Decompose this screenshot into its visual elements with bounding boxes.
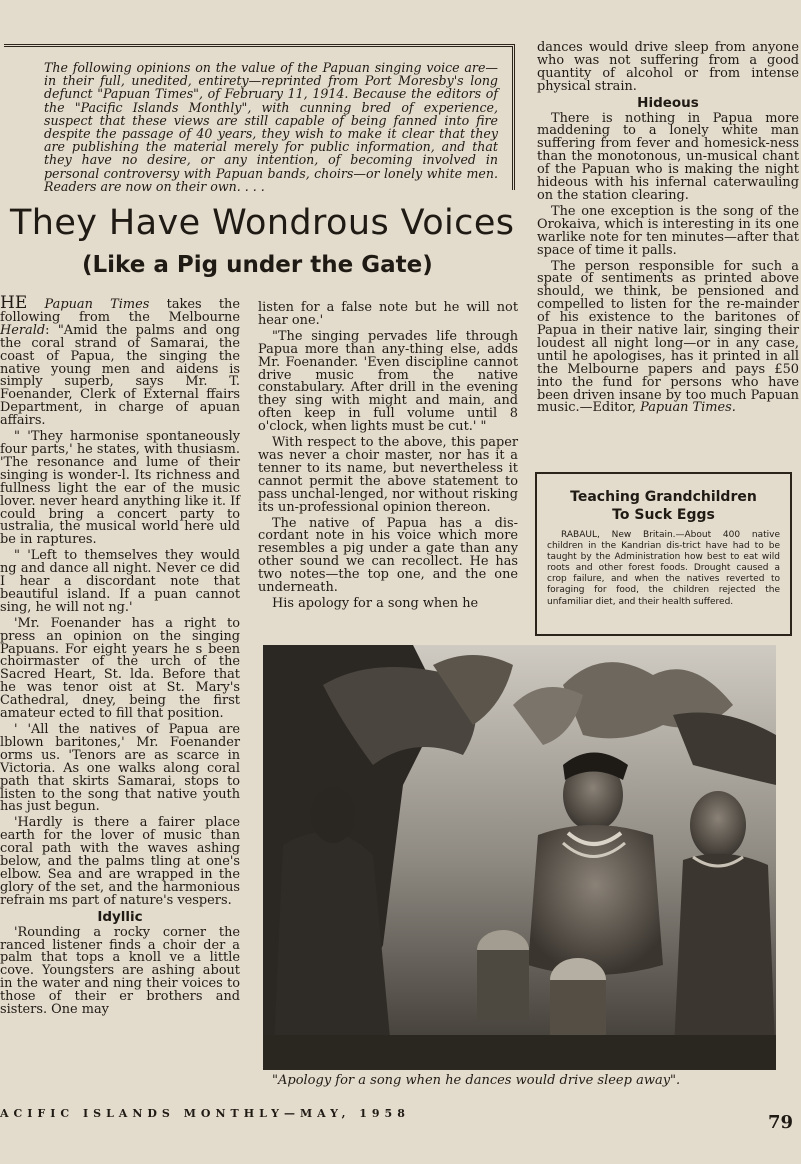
publication-name: Papuan Times xyxy=(44,297,150,312)
col1-paragraph-7: 'Rounding a rocky corner the ranced listener finds a choir der a palm that tops a knoll ve a little cove. Youngsters are ashing about in the water and ning their voices to those of their er brothers and sisters. One may xyxy=(0,924,240,1018)
article-column-1 xyxy=(0,293,240,1020)
col2-paragraph-1: listen for a false note but he will not hear one.' xyxy=(258,300,518,328)
col2-paragraph-4: The native of Papua has a dis-cordant note in his voice which more resembles a pig under a gate than any other sound we can recollect. He has two notes—the top one, and the one underneath. xyxy=(258,515,518,596)
col1-p1-tail: : "Amid the palms and ong the coral strand of Samarai, the coast of Papua, the singing the native young men and aidens is simply superb, says Mr. T. Foenander, Clerk of External ffairs Department, in charge of apuan affairs. xyxy=(0,322,240,429)
col3-paragraph-2: There is nothing in Papua more maddening to a lonely white man suffering from fever and homesick-ness than the monotonous, un-musical chant of the Papuan who is making the night hideous with his infernal caterwauling on the station clearing. xyxy=(537,110,799,203)
page-footer: ACIFIC ISLANDS MONTHLY—MAY, 1958 xyxy=(0,1107,410,1120)
photo-caption: "Apology for a song when he dances would drive sleep away". xyxy=(272,1073,681,1088)
col1-paragraph-1 xyxy=(0,293,240,429)
publication-name-herald: Herald xyxy=(0,322,46,338)
section-heading-hideous: Hideous xyxy=(637,94,699,111)
article-subheadline: (Like a Pig under the Gate) xyxy=(82,252,433,278)
col3-paragraph-1: dances would drive sleep from anyone who was not suffering from a good quantity of alcohol or from intense physical strain. xyxy=(537,40,799,94)
dropcap-fragment: HE xyxy=(0,293,28,313)
col3-paragraph-4 xyxy=(537,258,799,416)
col3-paragraph-3: The one exception is the song of the Orokaiva, which is interesting in its one warlike note for ten minutes—after that space of time it palls. xyxy=(537,203,799,258)
article-column-3 xyxy=(537,42,799,418)
article-headline: They Have Wondrous Voices xyxy=(10,203,515,243)
page-number: 79 xyxy=(768,1112,794,1133)
col1-paragraph-6: 'Hardly is there a fairer place earth for the lover of music than coral path with the waves ashing below, and the palms tling at one's elbow. Sea and are wrapped in the glory of the set, and the harmonious refrain ms part of nature's vespers. xyxy=(0,815,240,908)
col1-paragraph-4: 'Mr. Foenander has a right to press an opinion on the singing Papuans. For eight years he s been choirmaster of the urch of the Sacred Heart, St. lda. Before that he was tenor oist at St. Mary's Cathedral, dney, being the first amateur ected to fill that position. xyxy=(0,615,240,722)
news-brief-title xyxy=(547,488,780,524)
news-brief-box xyxy=(535,472,792,636)
col1-paragraph-5: ' 'All the natives of Papua are lblown baritones,' Mr. Foenander orms us. 'Tenors are as scarce in Victoria. As one walks along coral path that skirts Samarai, stops to listen to the song that native youth has just begun. xyxy=(0,722,240,815)
section-heading-idyllic: Idyllic xyxy=(97,908,143,925)
news-brief-title-line-1: Teaching Grandchildren xyxy=(570,489,757,505)
col2-paragraph-3: With respect to the above, this paper was never a choir master, nor has it a tenner to its name, but nevertheless it cannot permit the above statement to pass unchal-lenged, nor without risking its un-professional opinion thereon. xyxy=(258,435,518,515)
editor-note-box xyxy=(4,44,515,194)
dancers-photograph xyxy=(263,645,776,1070)
signoff-publication: Papuan Times. xyxy=(640,400,736,416)
col3-p4-text: The person responsible for such a spate of sentiments as printed above should, we think, be pensioned and compelled to listen for the re-mainder of his existence to the baritones of Papua in their native lair, singing their loudest all night long—or in any case, until he apologises, has it printed in all the Melbourne papers and pays £50 into the fund for persons who have been driven insane by too much Papuan music.—Editor, xyxy=(537,258,799,416)
col2-paragraph-5: His apology for a song when he xyxy=(272,595,479,611)
news-brief-text: RABAUL, New Britain.—About 400 native children in the Kandrian dis-trict have had to be taught by the Administration how best to eat wild roots and other forest foods. Drought caused a crop failure, and when the natives reverted to foraging for food, the children rejected the unfamiliar diet, and their health suffered. xyxy=(547,530,780,607)
article-column-2 xyxy=(258,302,518,614)
editor-note-text: The following opinions on the value of the Papuan singing voice are—in their full, unedited, entirety—reprinted from Port Moresby's long defunct "Papuan Times", of February 11, 1914. Because the editors of the "Pacific Islands Monthly", with cunning bred of experience, suspect that these views are still capable of being fanned into fire despite the passage of 40 years, they wish to make it clear that they are publishing the material merely for public information, and that they have no desire, or any intention, of becoming involved in personal controversy with Papuan bands, choirs—or lonely white men. Readers are now on their own. . . . xyxy=(44,60,498,194)
col2-paragraph-2: "The singing pervades life through Papua more than any-thing else, adds Mr. Foenander. 'Even discipline cannot drive music from the native constabulary. After drill in the evening they sing with might and main, and often keep in full volume until 8 o'clock, when lights must be cut.' " xyxy=(258,328,518,435)
news-brief-title-line-2: To Suck Eggs xyxy=(612,507,715,523)
col1-p1-text: takes the following from the Melbourne xyxy=(0,297,240,325)
col1-paragraph-3: " 'Left to themselves they would ng and dance all night. Never ce did I hear a discordant note that beautiful island. If a puan cannot sing, he will not ng.' xyxy=(0,548,240,615)
col1-paragraph-2: " 'They harmonise spontaneously four parts,' he states, with thusiasm. 'The resonance and lume of their singing is wonder-l. Its richness and fullness light the ear of the music lover. never heard anything like it. If could bring a concert party to ustralia, the musical world here uld be in raptures. xyxy=(0,429,240,548)
